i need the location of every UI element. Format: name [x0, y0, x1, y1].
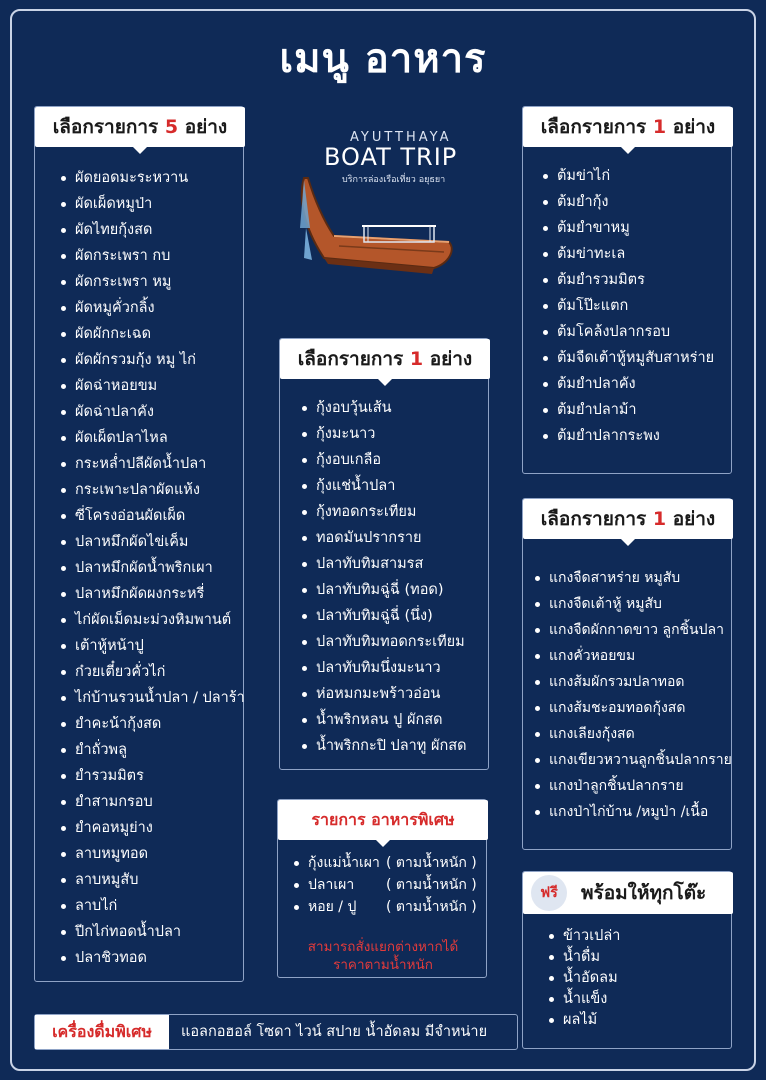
list-item: ต้มยำรวมมิตร: [541, 267, 714, 293]
list-item: กุ้งทอดกระเทียม: [300, 499, 467, 525]
header-count: 1: [652, 508, 667, 530]
list-item: กุ้งอบเกลือ: [300, 447, 467, 473]
list-item: ผัดผักรวมกุ้ง หมู ไก่: [59, 347, 245, 373]
drinks-text: แอลกอฮอล์ โซดา ไวน์ สปาย น้ำอัดลม มีจำหน่าย: [181, 1024, 488, 1040]
list-item: กุ้งอบวุ้นเส้น: [300, 395, 467, 421]
list-item: น้ำอัดลม: [547, 968, 620, 989]
list-item: ปลาชิวทอด: [59, 945, 245, 971]
list-item: ปีกไก่ทอดน้ำปลา: [59, 919, 245, 945]
list-item: ผัดหมูคั่วกลิ้ง: [59, 295, 245, 321]
list-item: กระเพาะปลาผัดแห้ง: [59, 477, 245, 503]
header-count: 1: [409, 348, 424, 370]
footnote-line1: สามารถสั่งแยกต่างหากได้: [307, 939, 459, 955]
list-item: แกงส้มชะอมทอดกุ้งสด: [533, 695, 732, 721]
list-item: ผลไม้: [547, 1010, 620, 1031]
list-item: น้ำดื่ม: [547, 947, 620, 968]
list-item: ไก่ผัดเม็ดมะม่วงหิมพานต์: [59, 607, 245, 633]
logo-line2: BOAT TRIP: [324, 143, 458, 171]
list-item: [292, 874, 477, 896]
menu-list: [300, 395, 467, 759]
special-name: กุ้งแม่น้ำเผา: [308, 855, 380, 871]
box-header: [523, 872, 733, 914]
list-item: ผัดผักกะเฉด: [59, 321, 245, 347]
drinks-label: เครื่องดื่มพิเศษ: [35, 1015, 169, 1049]
list-item: กุ้งแช่น้ำปลา: [300, 473, 467, 499]
list-item: ต้มจืดเต้าหู้หมูสับสาหร่าย: [541, 345, 714, 371]
list-item: ปลาทับทิมนึ่งมะนาว: [300, 655, 467, 681]
list-item: กระหล่ำปลีผัดน้ำปลา: [59, 451, 245, 477]
box-header: [523, 499, 733, 539]
list-item: ต้มยำปลาม้า: [541, 397, 714, 423]
special-name: หอย / ปู: [308, 899, 357, 915]
header-suffix: อย่าง: [184, 116, 228, 138]
menu-list: [59, 165, 245, 971]
list-item: ผัดฉ่าหอยขม: [59, 373, 245, 399]
list-item: [292, 896, 477, 918]
header-suffix: อย่าง: [672, 116, 716, 138]
list-item: ต้มยำปลากระพง: [541, 423, 714, 449]
menu-box-curry: [522, 498, 732, 850]
list-item: แกงคั่วหอยขม: [533, 643, 732, 669]
header-count: 1: [652, 116, 667, 138]
list-item: ยำคะน้ากุ้งสด: [59, 711, 245, 737]
menu-box-pick-5: [34, 106, 244, 982]
special-name: ปลาเผา: [308, 877, 355, 893]
box-header: รายการ อาหารพิเศษ: [278, 800, 488, 840]
list-item: ปลาทับทิมฉู่ฉี่ (นึ่ง): [300, 603, 467, 629]
list-item: ผัดเผ็ดหมูป่า: [59, 191, 245, 217]
list-item: ต้มโป๊ะแตก: [541, 293, 714, 319]
special-note: ( ตามน้ำหนัก ): [386, 899, 477, 915]
list-item: ต้มข่าทะเล: [541, 241, 714, 267]
menu-box-special: [277, 799, 487, 978]
list-item: ผัดยอดมะระหวาน: [59, 165, 245, 191]
list-item: กุ้งมะนาว: [300, 421, 467, 447]
list-item: ห่อหมกมะพร้าวอ่อน: [300, 681, 467, 707]
list-item: ยำคอหมูย่าง: [59, 815, 245, 841]
list-item: ต้มโคล้งปลากรอบ: [541, 319, 714, 345]
list-item: แกงจืดเต้าหู้ หมูสับ: [533, 591, 732, 617]
list-item: ลาบหมูทอด: [59, 841, 245, 867]
list-item: [292, 852, 477, 874]
box-header: [280, 339, 490, 379]
header-count: 5: [164, 116, 179, 138]
drinks-bar: [34, 1014, 518, 1050]
header-prefix: เลือกรายการ: [540, 508, 647, 530]
brand-logo: [284, 120, 504, 300]
list-item: แกงป่าไก่บ้าน /หมูป่า /เนื้อ: [533, 799, 732, 825]
list-item: ลาบหมูสับ: [59, 867, 245, 893]
list-item: ผัดกระเพรา กบ: [59, 243, 245, 269]
list-item: ปลาหมึกผัดผงกระหรี่: [59, 581, 245, 607]
list-item: แกงเลียงกุ้งสด: [533, 721, 732, 747]
header-suffix: อย่าง: [672, 508, 716, 530]
header-text: พร้อมให้ทุกโต๊ะ: [581, 882, 707, 904]
list-item: แกงเขียวหวานลูกชิ้นปลากราย: [533, 747, 732, 773]
list-item: ปลาทับทิมฉู่ฉี่ (ทอด): [300, 577, 467, 603]
menu-list: [541, 163, 714, 449]
free-badge: ฟรี: [531, 875, 567, 911]
list-item: เต้าหู้หน้าปู: [59, 633, 245, 659]
header-suffix: อย่าง: [429, 348, 473, 370]
list-item: แกงป่าลูกชิ้นปลากราย: [533, 773, 732, 799]
menu-box-seafood: [279, 338, 489, 770]
special-note: ( ตามน้ำหนัก ): [386, 855, 477, 871]
list-item: ปลาหมึกผัดไข่เค็ม: [59, 529, 245, 555]
list-item: น้ำแข็ง: [547, 989, 620, 1010]
boat-icon: [284, 168, 464, 298]
list-item: ปลาทับทิมทอดกระเทียม: [300, 629, 467, 655]
list-item: แกงส้มผักรวมปลาทอด: [533, 669, 732, 695]
list-item: ต้มยำกุ้ง: [541, 189, 714, 215]
list-item: ก๋วยเตี๋ยวคั่วไก่: [59, 659, 245, 685]
list-item: แกงจืดผักกาดขาว ลูกชิ้นปลา: [533, 617, 732, 643]
list-item: ผัดเผ็ดปลาไหล: [59, 425, 245, 451]
page-title: เมนู อาหาร: [279, 36, 487, 82]
list-item: ข้าวเปล่า: [547, 926, 620, 947]
logo-line1: AYUTTHAYA: [350, 130, 452, 145]
list-item: ทอดมันปรากราย: [300, 525, 467, 551]
list-item: ผัดไทยกุ้งสด: [59, 217, 245, 243]
list-item: ปลาทับทิมสามรส: [300, 551, 467, 577]
header-prefix: เลือกรายการ: [540, 116, 647, 138]
special-footnote: [278, 938, 488, 974]
list-item: ซี่โครงอ่อนผัดเผ็ด: [59, 503, 245, 529]
header-prefix: เลือกรายการ: [52, 116, 159, 138]
free-list: [547, 926, 620, 1031]
special-list: [292, 852, 477, 918]
list-item: น้ำพริกหลน ปู ผักสด: [300, 707, 467, 733]
list-item: ผัดฉ่าปลาคัง: [59, 399, 245, 425]
header-prefix: เลือกรายการ: [297, 348, 404, 370]
list-item: ไก่บ้านรวนน้ำปลา / ปลาร้า: [59, 685, 245, 711]
menu-box-free: [522, 871, 732, 1049]
box-header: [523, 107, 733, 147]
footnote-line2: ราคาตามน้ำหนัก: [333, 957, 433, 973]
list-item: ต้มยำปลาคัง: [541, 371, 714, 397]
list-item: ยำสามกรอบ: [59, 789, 245, 815]
menu-list: [533, 565, 732, 825]
logo-line3: บริการล่องเรือเที่ยว อยุธยา: [342, 175, 446, 185]
list-item: แกงจืดสาหร่าย หมูสับ: [533, 565, 732, 591]
list-item: ลาบไก่: [59, 893, 245, 919]
list-item: ต้มยำขาหมู: [541, 215, 714, 241]
box-header: [35, 107, 245, 147]
list-item: น้ำพริกกะปิ ปลาทู ผักสด: [300, 733, 467, 759]
special-note: ( ตามน้ำหนัก ): [386, 877, 477, 893]
list-item: ต้มข่าไก่: [541, 163, 714, 189]
list-item: ผัดกระเพรา หมู: [59, 269, 245, 295]
menu-box-soup: [522, 106, 732, 474]
list-item: ยำถั่วพลู: [59, 737, 245, 763]
list-item: ยำรวมมิตร: [59, 763, 245, 789]
list-item: ปลาหมึกผัดน้ำพริกเผา: [59, 555, 245, 581]
